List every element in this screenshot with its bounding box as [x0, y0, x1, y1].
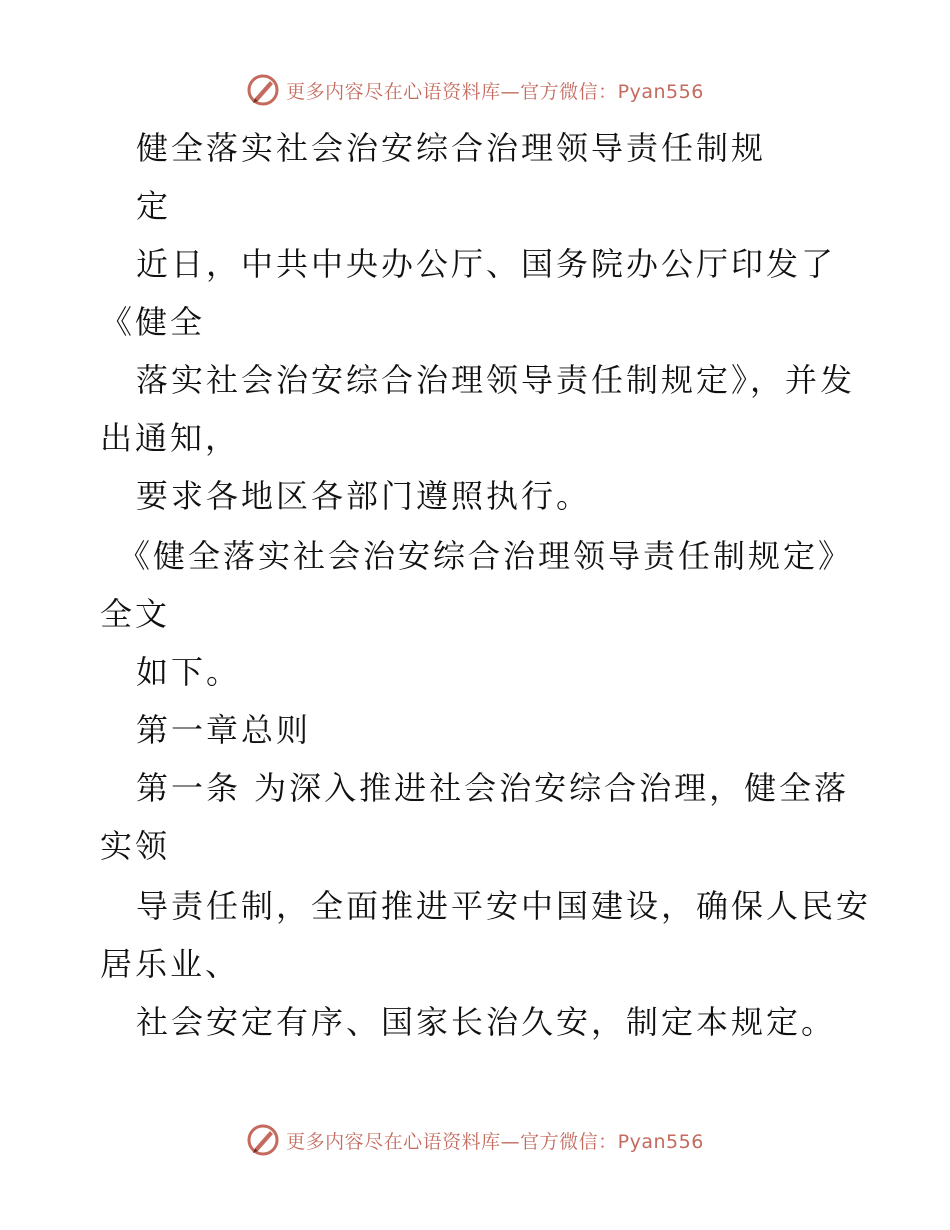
article-line: 实领 [100, 827, 171, 865]
paragraph-line: 要求各地区各部门遵照执行。 [136, 477, 592, 515]
paragraph-line: 《健全落实社会治安综合治理领导责任制规定》 [118, 537, 854, 575]
footer-watermark [0, 1120, 950, 1160]
paragraph-line: 如下。 [136, 653, 242, 691]
paragraph-line: 近日，中共中央办公厅、国务院办公厅印发了 [136, 245, 837, 283]
paragraph-line: 全文 [100, 595, 171, 633]
article-line: 社会安定有序、国家长治久安，制定本规定。 [136, 1003, 837, 1041]
paragraph-line: 《健全 [100, 303, 206, 341]
paragraph-line: 落实社会治安综合治理领导责任制规定》，并发 [136, 361, 856, 399]
pen-seal-icon [246, 73, 280, 107]
paragraph-line: 出通知， [100, 419, 241, 457]
article-line: 居乐业、 [100, 945, 241, 983]
header-watermark [0, 70, 950, 110]
pen-seal-icon [246, 1123, 280, 1157]
doc-title-line-2: 定 [136, 187, 172, 225]
doc-title-line-1: 健全落实社会治安综合治理领导责任制规 [136, 129, 767, 167]
article-line: 第一条 为深入推进社会治安综合治理，健全落 [136, 769, 850, 807]
watermark-text: 更多内容尽在心语资料库—官方微信：Pyan556 [286, 1130, 704, 1153]
watermark-text: 更多内容尽在心语资料库—官方微信：Pyan556 [286, 80, 704, 103]
article-line: 导责任制，全面推进平安中国建设，确保人民安 [136, 887, 872, 925]
chapter-heading: 第一章总则 [136, 711, 312, 749]
